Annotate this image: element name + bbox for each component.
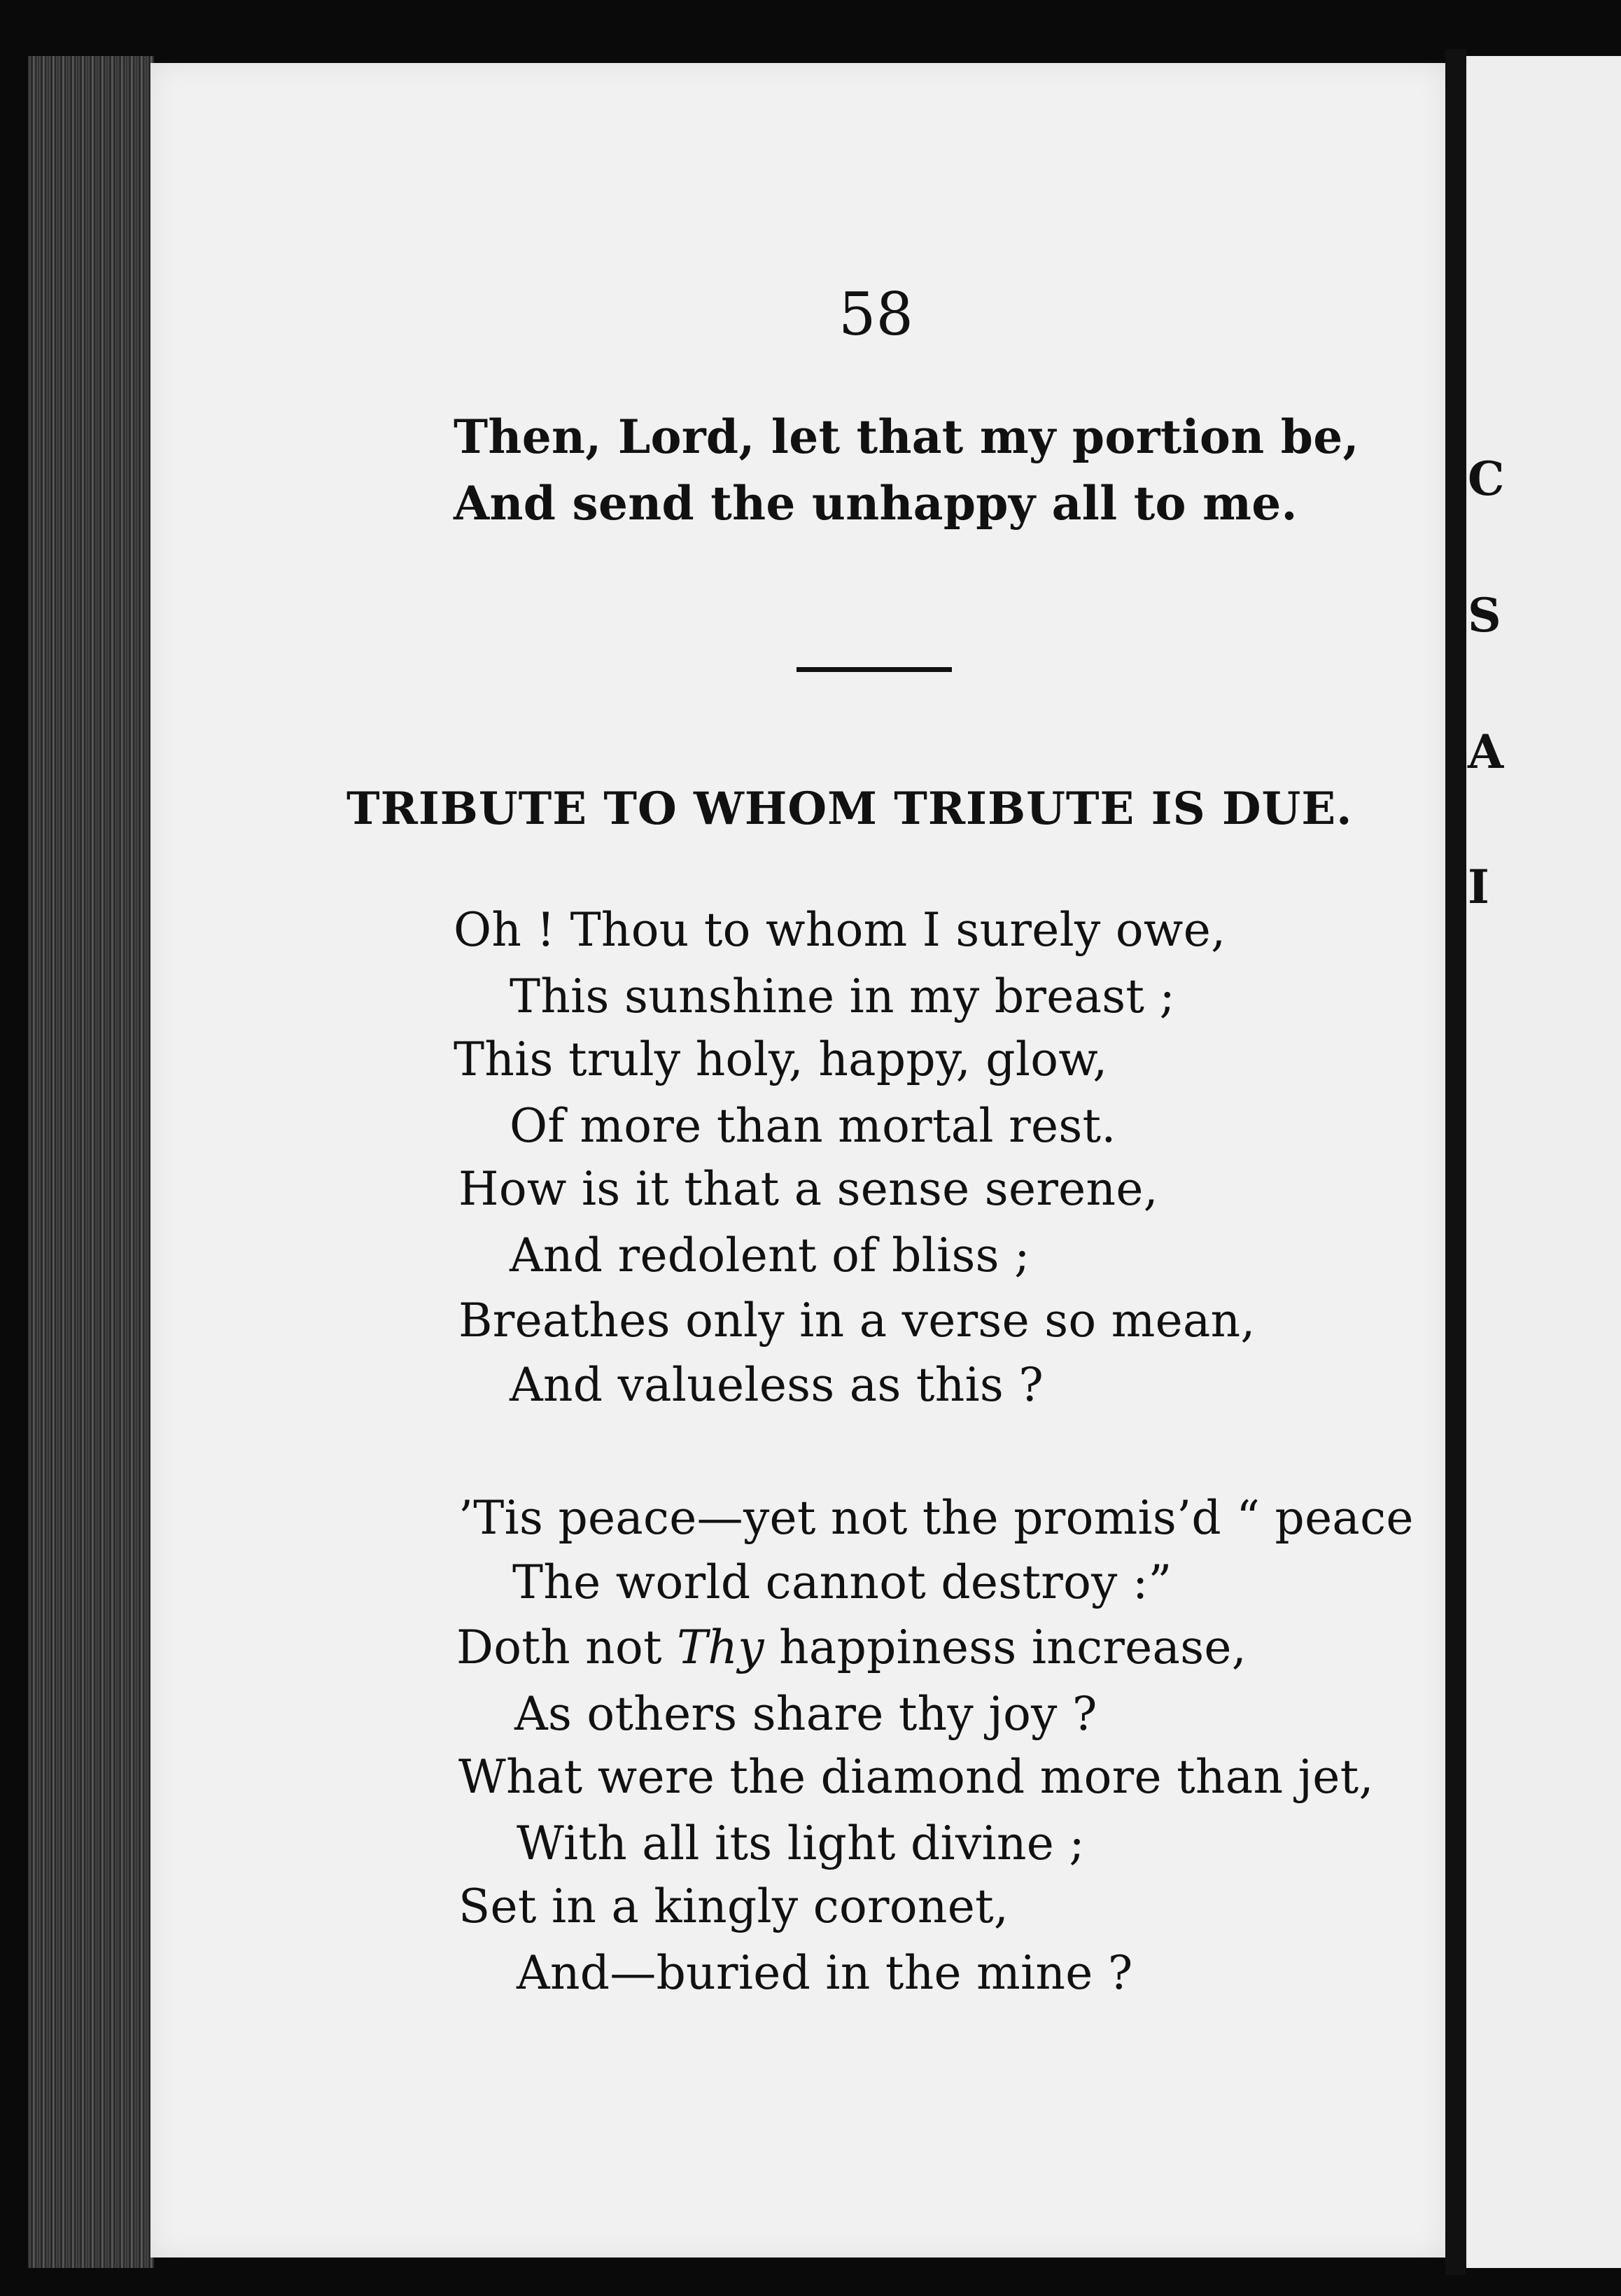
verse-line: Breathes only in a verse so mean, bbox=[458, 1294, 1256, 1348]
verse-line bbox=[456, 1620, 1247, 1674]
emphasized-word: Thy bbox=[677, 1620, 764, 1674]
verse-line: This sunshine in my breast ; bbox=[510, 969, 1176, 1023]
facing-page bbox=[1466, 56, 1621, 2268]
book-page-edges bbox=[28, 56, 154, 2268]
verse-line: And redolent of bliss ; bbox=[510, 1228, 1030, 1282]
book-gutter bbox=[1445, 49, 1466, 2275]
verse-line: Then, Lord, let that my portion be, bbox=[454, 410, 1359, 464]
verse-text: Doth not bbox=[456, 1620, 678, 1674]
verse-line: This truly holy, happy, glow, bbox=[454, 1032, 1108, 1086]
verse-line: The world cannot destroy :” bbox=[512, 1555, 1172, 1609]
page-number: 58 bbox=[838, 280, 913, 349]
facing-page-letter: A bbox=[1468, 724, 1504, 779]
verse-line: Oh ! Thou to whom I surely owe, bbox=[454, 903, 1226, 957]
verse-line: Set in a kingly coronet, bbox=[458, 1879, 1009, 1933]
facing-page-letter: C bbox=[1468, 451, 1505, 506]
verse-line: With all its light divine ; bbox=[517, 1816, 1085, 1870]
verse-line: ’Tis peace—yet not the promis’d “ peace bbox=[458, 1491, 1414, 1545]
facing-page-letter: I bbox=[1468, 860, 1489, 914]
verse-line: Of more than mortal rest. bbox=[510, 1099, 1116, 1153]
facing-page-letter: S bbox=[1468, 588, 1501, 643]
section-divider bbox=[797, 667, 952, 672]
verse-line: And send the unhappy all to me. bbox=[454, 476, 1298, 531]
verse-line: And—buried in the mine ? bbox=[517, 1946, 1133, 2000]
poem-title: TRIBUTE TO WHOM TRIBUTE IS DUE. bbox=[346, 783, 1353, 835]
verse-line: How is it that a sense serene, bbox=[458, 1162, 1158, 1216]
verse-text: happiness increase, bbox=[764, 1620, 1247, 1674]
verse-line: What were the diamond more than jet, bbox=[458, 1750, 1374, 1804]
verse-line: And valueless as this ? bbox=[510, 1358, 1044, 1412]
verse-line: As others share thy joy ? bbox=[514, 1687, 1097, 1741]
